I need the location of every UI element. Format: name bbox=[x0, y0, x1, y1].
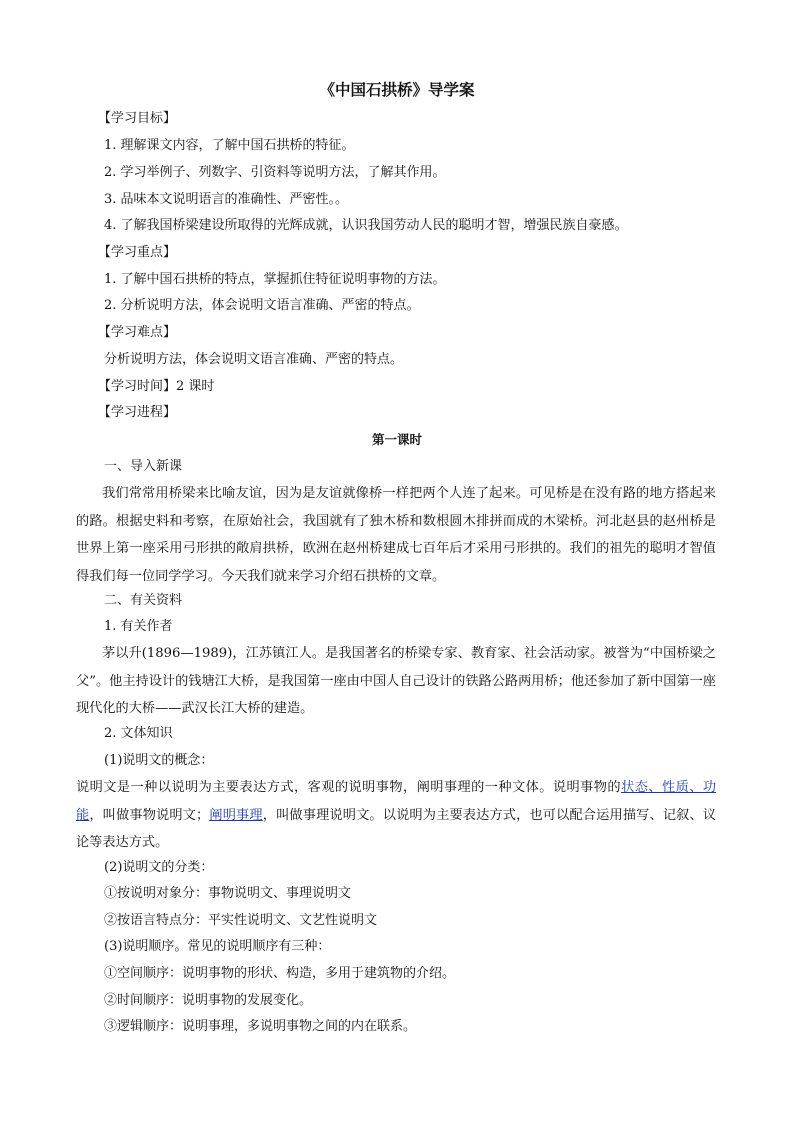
lesson-heading: 第一课时 bbox=[371, 432, 422, 447]
concept-heading: (1)说明文的概念： bbox=[104, 753, 214, 768]
focus-item: 1. 了解中国石拱桥的特点，掌握抓住特征说明事物的方法。 bbox=[104, 272, 446, 287]
concept-text: 说明文是一种以说明为主要表达方式，客观的说明事物，阐明事理的一种文体。说明事物的 bbox=[76, 780, 622, 795]
genre-heading: 2. 文体知识 bbox=[104, 726, 173, 741]
goal-item: 3. 品味本文说明语言的准确性、严密性。。 bbox=[104, 192, 349, 207]
order-item: ③逻辑顺序：说明事理，多说明事物之间的内在联系。 bbox=[104, 1019, 417, 1034]
order-item: ②时间顺序：说明事物的发展变化。 bbox=[104, 993, 313, 1008]
author-heading: 1. 有关作者 bbox=[104, 619, 173, 634]
classify-item: ①按说明对象分：事物说明文、事理说明文 bbox=[104, 886, 352, 901]
focus-heading: 【学习重点】 bbox=[98, 245, 177, 260]
goal-item: 2. 学习举例子、列数字、引资料等说明方法，了解其作用。 bbox=[104, 165, 446, 180]
intro-heading: 一、导入新课 bbox=[104, 459, 183, 474]
materials-heading: 二、有关资料 bbox=[104, 593, 183, 608]
goals-heading: 【学习目标】 bbox=[98, 111, 177, 126]
order-heading: (3)说明顺序。常见的说明顺序有三种： bbox=[104, 939, 331, 954]
document-title: 《中国石拱桥》导学案 bbox=[319, 80, 475, 99]
difficulty-heading: 【学习难点】 bbox=[98, 325, 177, 340]
process-heading: 【学习进程】 bbox=[98, 405, 177, 420]
difficulty-text: 分析说明方法，体会说明文语言准确、严密的特点。 bbox=[104, 352, 404, 367]
concept-paragraph bbox=[76, 774, 716, 857]
time-line: 【学习时间】2 课时 bbox=[98, 379, 215, 394]
concept-text: ，叫做事理说明文。以说明为主要表达方式，也可以配合运用描写、记叙、议论等表达方式。 bbox=[76, 807, 717, 850]
goal-item: 4. 了解我国桥梁建设所取得的光辉成就，认识我国劳动人民的聪明才智，增强民族自豪感。 bbox=[104, 218, 628, 233]
concept-link-state[interactable]: 状态、性质、功能 bbox=[76, 780, 717, 823]
classify-item: ②按语言特点分：平实性说明文、文艺性说明文 bbox=[104, 913, 378, 928]
intro-paragraph: 我们常常用桥梁来比喻友谊，因为是友谊就像桥一样把两个人连了起来。可见桥是在没有路的地方搭起来的路。根据史料和考察，在原始社会，我国就有了独木桥和数根圆木排拼而成的木梁桥。河北赵县的赵州桥是世界上第一座采用弓形拱的敞肩拱桥，欧洲在赵州桥建成七百年后才采用弓形拱的。我们的祖先的聪明才智值得我们每一位同学学习。今天我们就来学习介绍石拱桥的文章。 bbox=[76, 486, 716, 584]
classify-heading: (2)说明文的分类： bbox=[104, 860, 214, 875]
concept-link-reason[interactable]: 阐明事理 bbox=[209, 807, 263, 823]
author-paragraph: 茅以升(1896—1989)，江苏镇江人。是我国著名的桥梁专家、教育家、社会活动家。被誉为“中国桥梁之父”。他主持设计的钱塘江大桥，是我国第一座由中国人自己设计的铁路公路两用桥；他还参加了新中国第一座现代化的大桥——武汉长江大桥的建造。 bbox=[76, 646, 716, 716]
focus-item: 2. 分析说明方法，体会说明文语言准确、严密的特点。 bbox=[104, 298, 420, 313]
goal-item: 1. 理解课文内容，了解中国石拱桥的特征。 bbox=[104, 138, 355, 153]
order-item: ①空间顺序：说明事物的形状、构造，多用于建筑物的介绍。 bbox=[104, 966, 456, 981]
concept-text: ，叫做事物说明文； bbox=[89, 807, 210, 823]
